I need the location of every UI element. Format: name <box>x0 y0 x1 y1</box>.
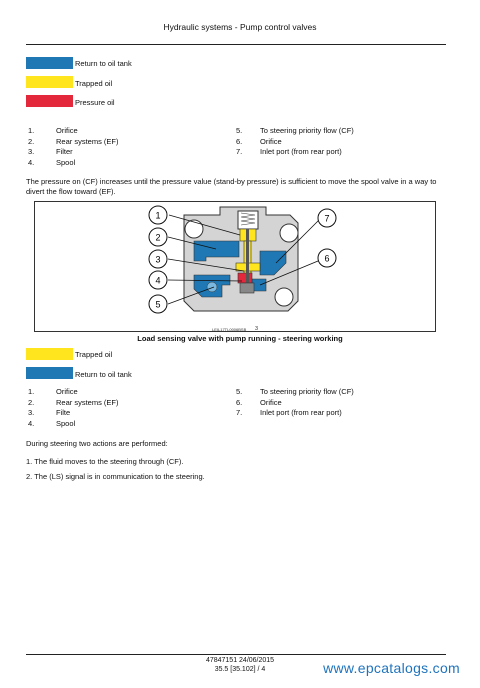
svg-text:4: 4 <box>155 275 161 286</box>
footer-doc-ref: 47847151 24/06/2015 <box>205 657 275 664</box>
step-item: 2. The (LS) signal is in communication to the steering. <box>26 472 205 481</box>
callout-4 <box>149 271 167 289</box>
svg-text:5: 5 <box>155 299 161 310</box>
list-item: 4. Spool <box>28 418 76 428</box>
legend-label-return: Return to oil tank <box>75 370 132 379</box>
callout-2 <box>149 228 167 246</box>
footer-rule <box>26 654 446 655</box>
callout-6 <box>318 249 336 267</box>
description-paragraph: The pressure on (CF) increases until the pressure value (stand-by pressure) is sufficient to move the spool valve in a way to divert the flow toward (EF). <box>26 177 437 196</box>
legend-swatch-return <box>26 367 73 379</box>
list-item: 2. Rear systems (EF) <box>28 397 119 407</box>
footer-page-ref: 35.5 [35.102] / 4 <box>214 666 266 673</box>
list-item: 5. To steering priority flow (CF) <box>236 387 354 396</box>
legend-label-return: Return to oil tank <box>75 59 132 68</box>
legend-swatch-trapped <box>26 76 73 88</box>
list-item: 2. Rear systems (EF) <box>28 136 119 146</box>
list-item: 7. Inlet port (from rear port) <box>236 147 342 156</box>
callout-5 <box>149 295 167 313</box>
list-item: 3. Filter <box>28 147 73 156</box>
legend-label-trapped: Trapped oil <box>75 79 113 88</box>
legend-label-pressure: Pressure oil <box>75 98 115 107</box>
svg-text:1: 1 <box>155 210 161 221</box>
svg-text:3: 3 <box>155 254 161 265</box>
legend-label-trapped: Trapped oil <box>75 350 113 359</box>
svg-text:7: 7 <box>324 213 330 224</box>
watermark: www.epcatalogs.com <box>323 660 460 676</box>
list-item: 3. Filte <box>28 408 71 417</box>
list-item: 4. Spool <box>28 157 76 167</box>
parts-list-left <box>28 387 119 429</box>
svg-text:6: 6 <box>324 253 330 264</box>
callout-1 <box>149 206 167 224</box>
figure-number: 3 <box>255 326 259 332</box>
step-item: 1. The fluid moves to the steering through (CF). <box>26 457 184 466</box>
steering-intro: During steering two actions are performed: <box>26 439 168 448</box>
legend-swatch-pressure <box>26 95 73 107</box>
legend-swatch-trapped <box>26 348 73 360</box>
header-rule <box>26 44 446 45</box>
callout-3 <box>149 250 167 268</box>
parts-list-left <box>28 126 119 168</box>
legend-swatch-return <box>26 57 73 69</box>
figure-caption: Load sensing valve with pump running - steering working <box>137 334 343 343</box>
list-item: 7. Inlet port (from rear port) <box>236 408 342 417</box>
figure-ref-code: LEIL17TL0006BSB <box>212 327 247 332</box>
valve-diagram <box>34 201 436 332</box>
callout-7 <box>318 209 336 227</box>
svg-text:2: 2 <box>155 232 161 243</box>
list-item: 6. Orifice <box>236 136 282 146</box>
list-item: 6. Orifice <box>236 397 282 407</box>
page-header-title: Hydraulic systems - Pump control valves <box>163 22 317 32</box>
list-item: 5. To steering priority flow (CF) <box>236 126 354 135</box>
parts-list-right <box>236 387 354 419</box>
parts-list-right <box>236 126 354 158</box>
list-item: 1. Orifice <box>28 126 78 135</box>
list-item: 1. Orifice <box>28 387 78 396</box>
